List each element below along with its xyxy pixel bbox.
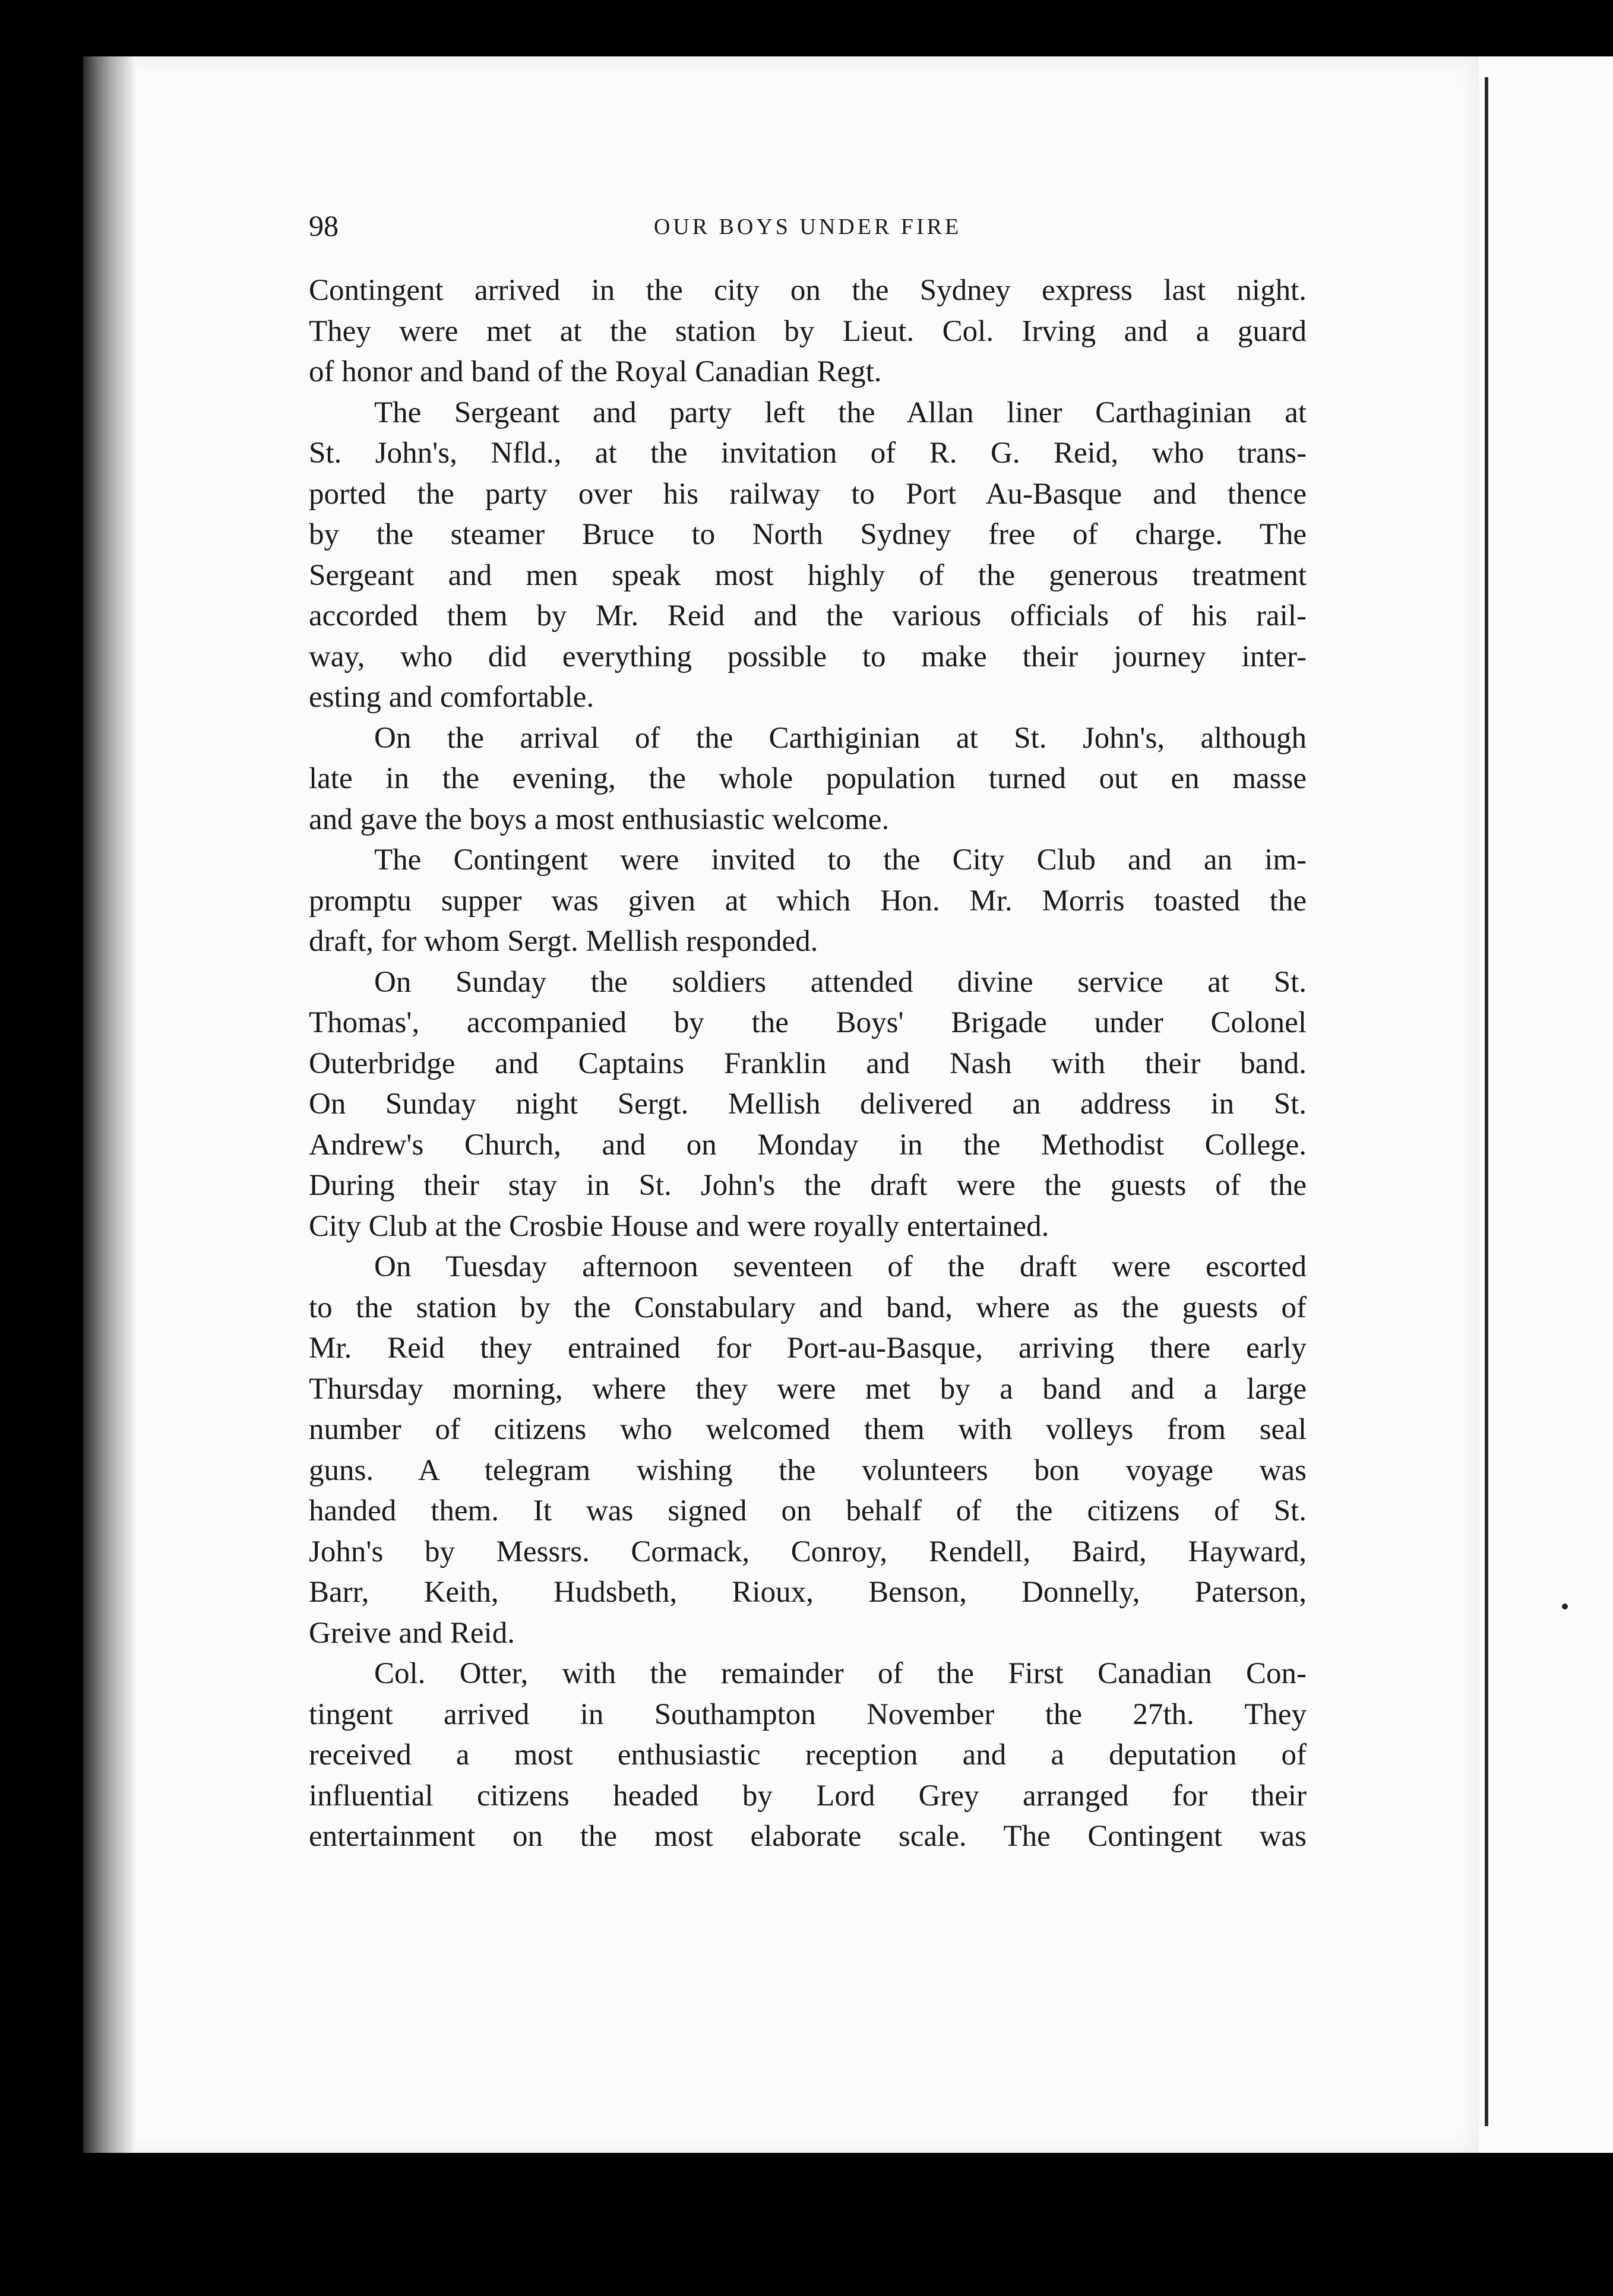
text-line: way, who did everything possible to make their journey inter-	[309, 640, 1307, 673]
text-line: Thursday morning, where they were met by a band and a large	[309, 1372, 1307, 1406]
text-line: Outerbridge and Captains Franklin and Nash with their band.	[309, 1046, 1307, 1080]
paragraph	[309, 718, 1307, 840]
text-line: and gave the boys a most enthusiastic welcome.	[309, 802, 890, 836]
text-line: On Sunday the soldiers attended divine service at St.	[374, 965, 1307, 999]
paragraph	[309, 1653, 1307, 1857]
text-line: During their stay in St. John's the draft were the guests of the	[309, 1169, 1307, 1202]
text-line: Sergeant and men speak most highly of the generous treatment	[309, 558, 1307, 592]
paragraph	[309, 393, 1307, 718]
paragraph	[309, 962, 1307, 1247]
text-line: Thomas', accompanied by the Boys' Brigade under Colonel	[309, 1006, 1307, 1039]
text-line: Greive and Reid.	[309, 1616, 515, 1650]
text-line: influential citizens headed by Lord Grey arranged for their	[309, 1779, 1307, 1813]
scan-speck	[1562, 1604, 1568, 1609]
text-line: On Tuesday afternoon seventeen of the draft were escorted	[374, 1250, 1307, 1283]
body-text	[309, 270, 1307, 1857]
text-line: Contingent arrived in the city on the Sydney express last night.	[309, 274, 1307, 307]
text-line: late in the evening, the whole population turned out en masse	[309, 762, 1307, 795]
text-line: Mr. Reid they entrained for Port-au-Basque, arriving there early	[309, 1332, 1307, 1365]
text-line: esting and comfortable.	[309, 681, 594, 714]
text-line: tingent arrived in Southampton November the 27th. They	[309, 1697, 1307, 1731]
paragraph	[309, 1247, 1307, 1653]
text-line: guns. A telegram wishing the volunteers bon voyage was	[309, 1453, 1307, 1487]
text-line: Barr, Keith, Hudsbeth, Rioux, Benson, Donnelly, Paterson,	[309, 1576, 1307, 1609]
text-line: promptu supper was given at which Hon. Mr. Morris toasted the	[309, 884, 1307, 918]
text-line: draft, for whom Sergt. Mellish responded.	[309, 925, 818, 958]
text-line: On the arrival of the Carthiginian at St. John's, although	[374, 721, 1307, 755]
adjacent-page-edge	[1479, 56, 1613, 2153]
text-line: ported the party over his railway to Port Au-Basque and thence	[309, 477, 1307, 511]
page-number: 98	[309, 209, 339, 242]
text-line: by the steamer Bruce to North Sydney free of charge. The	[309, 518, 1307, 551]
text-line: On Sunday night Sergt. Mellish delivered an address in St.	[309, 1087, 1307, 1121]
paragraph	[309, 270, 1307, 393]
text-line: Col. Otter, with the remainder of the First Canadian Con-	[374, 1657, 1307, 1690]
running-head	[309, 208, 1307, 243]
text-line: The Contingent were invited to the City Club and an im-	[374, 843, 1307, 877]
text-line: number of citizens who welcomed them with volleys from seal	[309, 1413, 1307, 1446]
text-line: accorded them by Mr. Reid and the various officials of his rail-	[309, 599, 1307, 632]
text-line: received a most enthusiastic reception and a deputation of	[309, 1738, 1307, 1772]
text-line: to the station by the Constabulary and band, where as the guests of	[309, 1291, 1307, 1324]
text-line: of honor and band of the Royal Canadian Regt.	[309, 355, 882, 388]
text-line: They were met at the station by Lieut. Col. Irving and a guard	[309, 314, 1307, 348]
text-line: City Club at the Crosbie House and were royally entertained.	[309, 1209, 1049, 1243]
text-line: St. John's, Nfld., at the invitation of R. G. Reid, who trans-	[309, 437, 1307, 470]
text-line: Andrew's Church, and on Monday in the Methodist College.	[309, 1128, 1307, 1162]
running-head-title: OUR BOYS UNDER FIRE	[653, 214, 962, 239]
book-gutter-shadow	[83, 56, 137, 2153]
paragraph	[309, 840, 1307, 962]
text-line: entertainment on the most elaborate scale. The Contingent was	[309, 1820, 1307, 1853]
text-line: handed them. It was signed on behalf of the citizens of St.	[309, 1494, 1307, 1527]
text-line: John's by Messrs. Cormack, Conroy, Rendell, Baird, Hayward,	[309, 1535, 1307, 1568]
page-edge-rule	[1485, 77, 1488, 2126]
text-line: The Sergeant and party left the Allan liner Carthaginian at	[374, 396, 1307, 429]
